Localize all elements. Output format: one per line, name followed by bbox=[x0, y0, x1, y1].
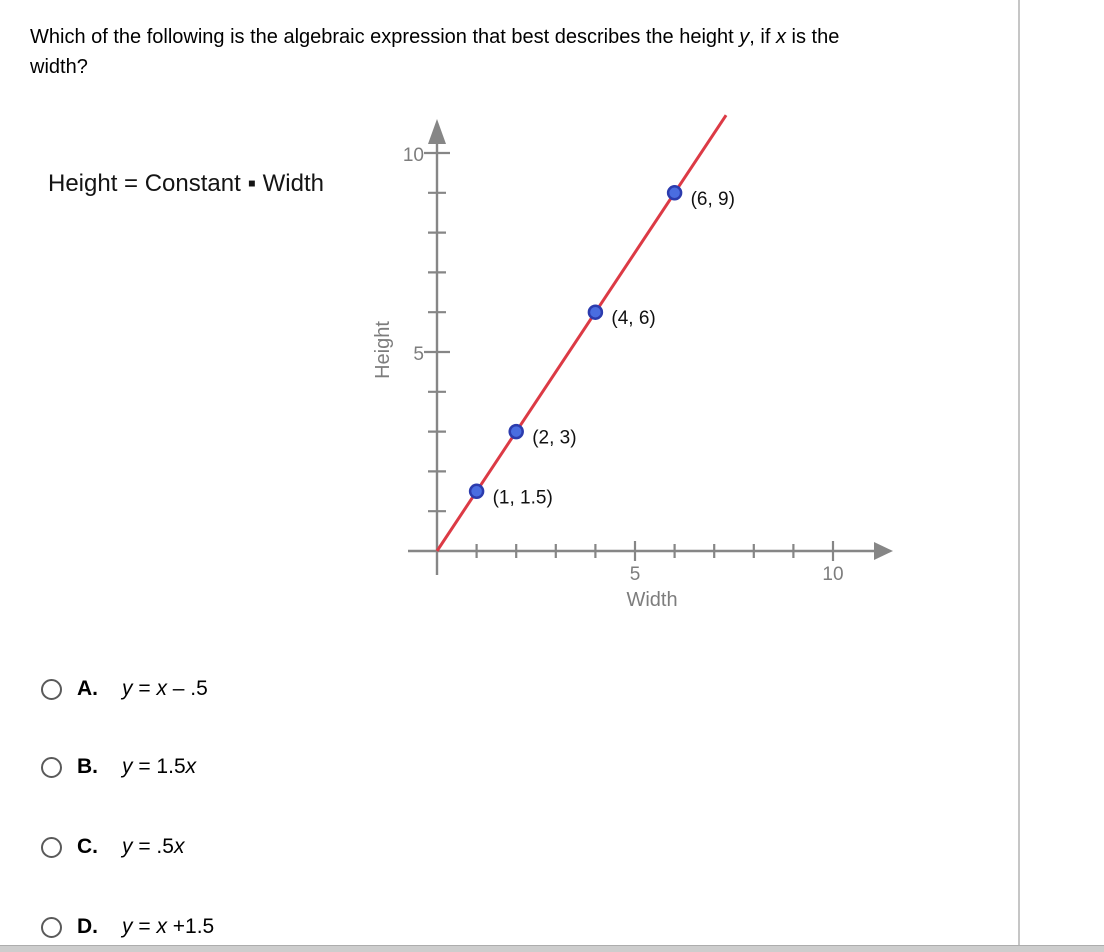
x-tick-label: 10 bbox=[822, 564, 844, 585]
option-a-radio[interactable] bbox=[41, 679, 62, 700]
y-axis-arrow-icon bbox=[428, 119, 446, 144]
data-point bbox=[510, 425, 523, 438]
option-d[interactable] bbox=[41, 914, 214, 940]
x-axis-arrow-icon bbox=[874, 542, 893, 560]
content-right-border bbox=[1018, 0, 1020, 945]
y-tick-label: 10 bbox=[402, 145, 424, 166]
x-axis-title: Width bbox=[626, 589, 678, 611]
horizontal-scrollbar[interactable] bbox=[0, 945, 1104, 952]
x-tick-label: 5 bbox=[629, 564, 641, 585]
data-point-label: (6, 9) bbox=[690, 188, 735, 210]
option-b-radio[interactable] bbox=[41, 757, 62, 778]
question-line-1: Which of the following is the algebraic expression that best describes the height y, if x is the bbox=[30, 26, 840, 48]
data-point-label: (1, 1.5) bbox=[492, 487, 553, 509]
data-point-label: (4, 6) bbox=[611, 308, 656, 330]
data-point bbox=[668, 186, 681, 199]
option-a-letter: A. bbox=[77, 677, 98, 700]
option-b[interactable] bbox=[41, 754, 196, 780]
data-point-label: (2, 3) bbox=[532, 427, 577, 449]
option-a[interactable] bbox=[41, 676, 208, 702]
option-c-letter: C. bbox=[77, 835, 98, 858]
option-d-radio[interactable] bbox=[41, 917, 62, 938]
option-b-letter: B. bbox=[77, 755, 98, 778]
option-c-radio[interactable] bbox=[41, 837, 62, 858]
question-line-2: width? bbox=[30, 56, 88, 78]
formula-text: Height = Constant ▪ Width bbox=[48, 170, 324, 197]
y-tick-label: 5 bbox=[413, 344, 424, 365]
option-a-expression: y = x – .5 bbox=[122, 677, 208, 700]
option-c[interactable] bbox=[41, 834, 184, 860]
option-d-expression: y = x +1.5 bbox=[122, 915, 215, 938]
height-width-graph bbox=[358, 98, 918, 628]
question-text bbox=[30, 22, 1020, 82]
data-point bbox=[589, 306, 602, 319]
y-axis-title: Height bbox=[372, 321, 394, 379]
option-c-expression: y = .5x bbox=[122, 835, 185, 858]
option-b-expression: y = 1.5x bbox=[122, 755, 197, 778]
option-d-letter: D. bbox=[77, 915, 98, 938]
data-point bbox=[470, 485, 483, 498]
